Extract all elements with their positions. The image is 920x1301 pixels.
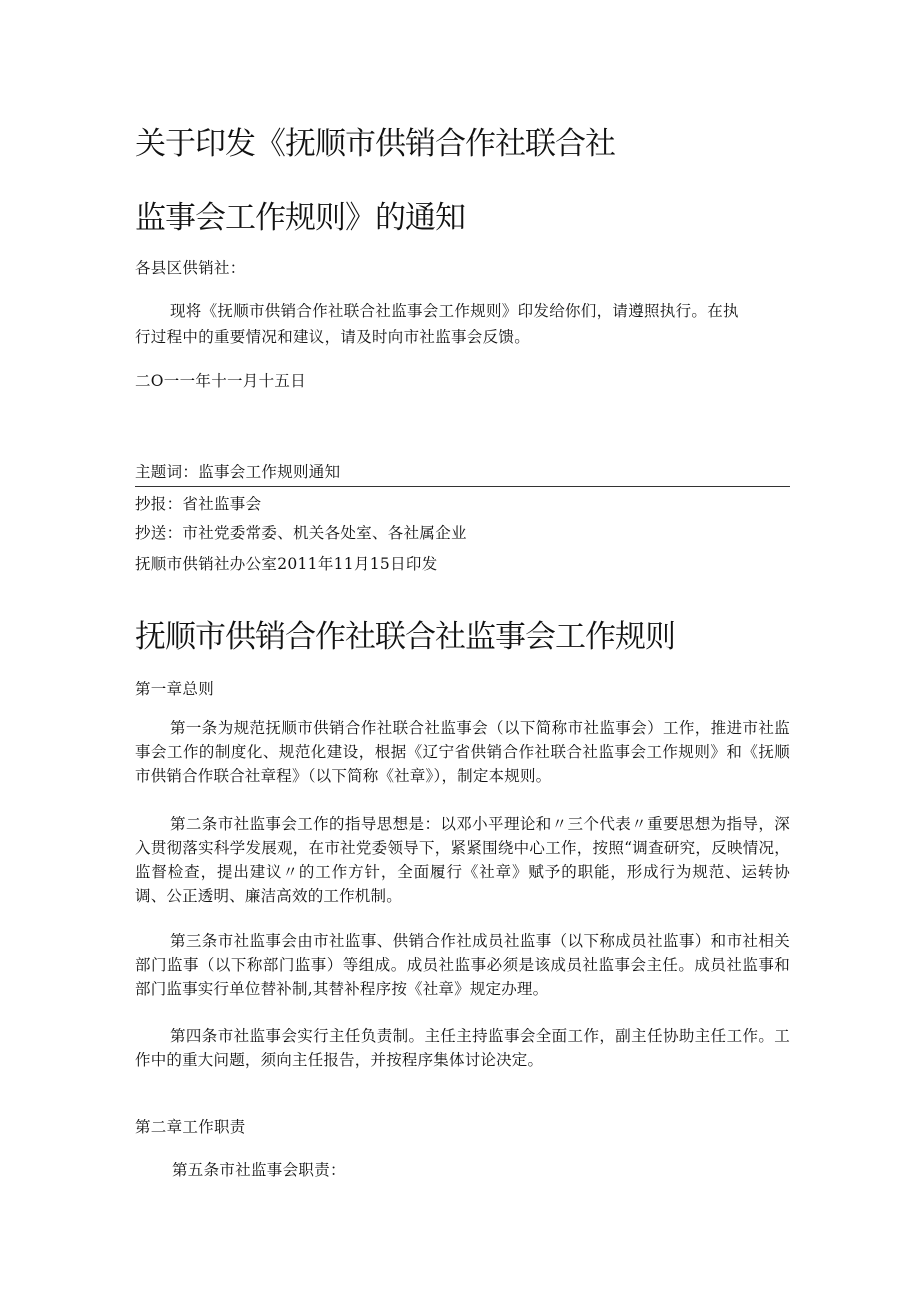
report-to: 抄报：省社监事会 xyxy=(135,495,262,513)
notice-body-line2: 行过程中的重要情况和建议，请及时向市社监事会反馈。 xyxy=(135,328,531,346)
subject-keywords: 主题词：监事会工作规则通知 xyxy=(135,463,341,481)
divider xyxy=(135,486,790,487)
notice-date: 二O一一年十一月十五日 xyxy=(135,372,307,390)
article-1: 第一条为规范抚顺市供销合作社联合社监事会（以下简称市社监事会）工作，推进市社监事会工作的制度化、规范化建设，根据《辽宁省供销合作社联合社监事会工作规则》和《抚顺市供销合作联合社章程》（以下简称《社章》），制定本规则。 xyxy=(135,719,790,785)
addressee: 各县区供销社： xyxy=(135,259,246,277)
article-4: 第四条市社监事会实行主任负责制。主任主持监事会全面工作，副主任协助主任工作。工作中的重大问题，须向主任报告，并按程序集体讨论决定。 xyxy=(135,1027,790,1069)
chapter-1-heading: 第一章总则 xyxy=(135,680,215,698)
copy-to: 抄送：市社党委常委、机关各处室、各社属企业 xyxy=(135,524,467,542)
article-2: 第二条市社监事会工作的指导思想是：以邓小平理论和〃三个代表〃重要思想为指导，深入贯彻落实科学发展观，在市社党委领导下，紧紧围绕中心工作，按照“调查研究，反映情况，监督检查，提出建议〃的工作方针，全面履行《社章》赋予的职能，形成行为规范、运转协调、公正透明、廉洁高效的工作机制。 xyxy=(135,815,790,905)
article-5: 第五条市社监事会职责： xyxy=(172,1161,346,1179)
issuer-line: 抚顺市供销社办公室2011年11月15日印发 xyxy=(135,555,438,573)
notice-title-line1: 关于印发《抚顺市供销合作社联合社 xyxy=(135,126,615,162)
rules-title: 抚顺市供销合作社联合社监事会工作规则 xyxy=(135,619,675,655)
notice-body-line1: 现将《抚顺市供销合作社联合社监事会工作规则》印发给你们，请遵照执行。在执 xyxy=(170,302,739,320)
article-3: 第三条市社监事会由市社监事、供销合作社成员社监事（以下称成员社监事）和市社相关部门监事（以下称部门监事）等组成。成员社监事必须是该成员社监事会主任。成员社监事和部门监事实行单位替补制,其替补程序按《社章》规定办理。 xyxy=(135,932,790,998)
notice-title-line2: 监事会工作规则》的通知 xyxy=(135,200,465,236)
chapter-2-heading: 第二章工作职责 xyxy=(135,1118,246,1136)
